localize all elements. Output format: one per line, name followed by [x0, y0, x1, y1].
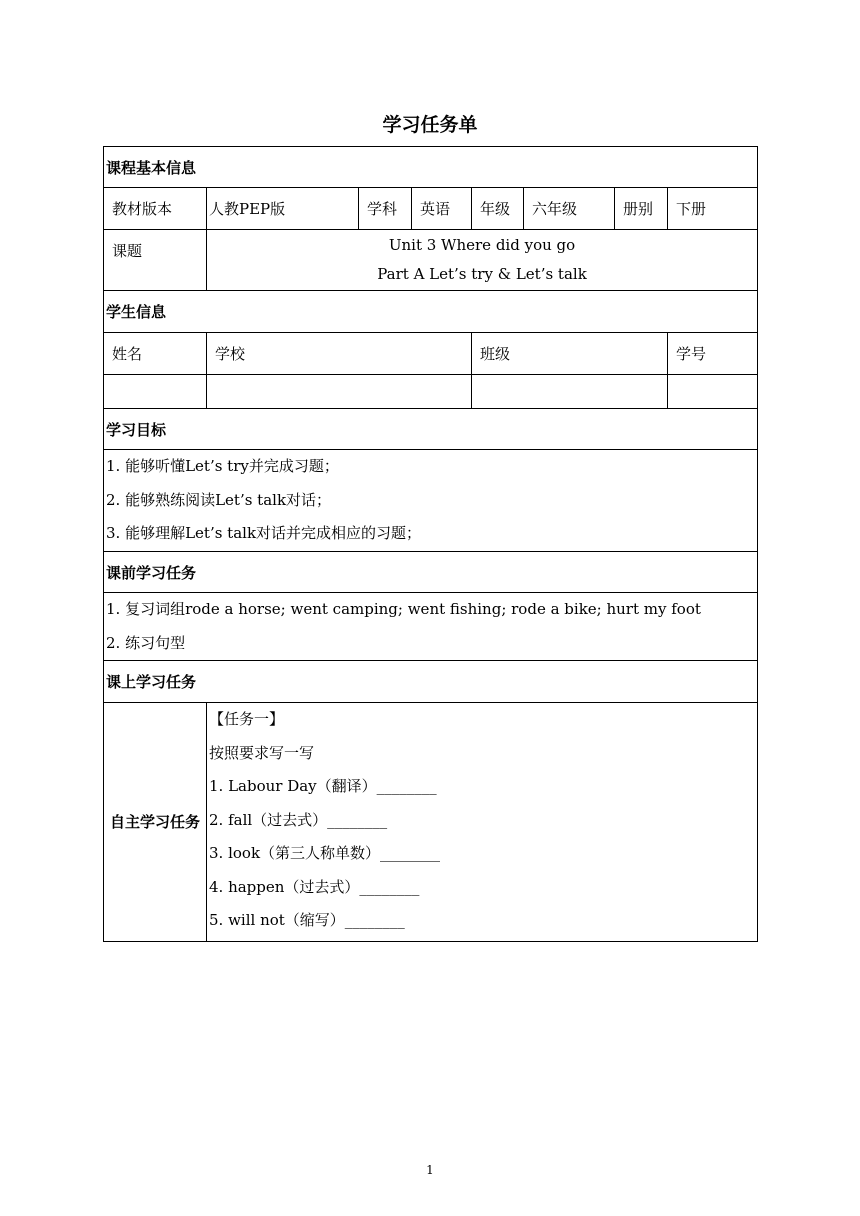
section-heading-goals: 学习目标 [104, 409, 758, 450]
student-header-row [104, 333, 758, 375]
task-item: 5. will not（缩写）________ [209, 911, 405, 929]
pre-item: 1. 复习词组rode a horse; went camping; went fishing; rode a bike; hurt my foot [106, 600, 701, 618]
task-heading: 【任务一】 [209, 710, 285, 728]
grade-value: 六年级 [524, 188, 615, 230]
volume-label: 册别 [615, 188, 668, 230]
section-row-goals [104, 409, 758, 450]
topic-line-1: Unit 3 Where did you go [388, 236, 576, 254]
goal-item: 1. 能够听懂Let’s try并完成习题； [106, 457, 339, 475]
textbook-value: 人教PEP版 [207, 188, 359, 230]
section-heading-in-class: 课上学习任务 [104, 661, 758, 703]
section-heading-student: 学生信息 [104, 291, 758, 333]
textbook-label: 教材版本 [104, 188, 207, 230]
section-row-in-class [104, 661, 758, 703]
topic-line-2: Part A Let’s try & Let’s talk [377, 265, 587, 283]
section-row-pre [104, 552, 758, 593]
task-instruction: 按照要求写一写 [209, 743, 315, 762]
volume-value: 下册 [668, 188, 758, 230]
class-blank [472, 375, 668, 409]
section-row-student [104, 291, 758, 333]
task-item: 1. Labour Day（翻译）________ [209, 777, 437, 795]
task-item: 3. look（第三人称单数）________ [209, 844, 441, 862]
goal-item: 2. 能够熟练阅读Let’s talk对话； [106, 490, 332, 509]
number-blank [668, 375, 758, 409]
goals-cell [104, 450, 758, 552]
task-sheet-table [103, 146, 758, 942]
grade-label: 年级 [472, 188, 524, 230]
task-item: 2. fall（过去式）________ [209, 810, 388, 829]
pre-cell [104, 593, 758, 661]
textbook-row [104, 188, 758, 230]
topic-label: 课题 [104, 230, 207, 291]
in-class-row [104, 703, 758, 942]
task-cell [207, 703, 758, 942]
page-number: 1 [426, 1163, 434, 1177]
name-label: 姓名 [104, 333, 207, 375]
subject-label: 学科 [359, 188, 412, 230]
task-item: 4. happen（过去式）________ [209, 877, 420, 896]
school-label: 学校 [207, 333, 472, 375]
self-study-label: 自主学习任务 [104, 703, 207, 942]
name-blank [104, 375, 207, 409]
topic-row [104, 230, 758, 291]
school-blank [207, 375, 472, 409]
number-label: 学号 [668, 333, 758, 375]
pre-item: 2. 练习句型 [106, 633, 186, 652]
page-title: 学习任务单 [382, 114, 478, 136]
section-heading-basic: 课程基本信息 [104, 147, 758, 188]
pre-row [104, 593, 758, 661]
student-blank-row [104, 375, 758, 409]
topic-cell [207, 230, 758, 291]
goal-item: 3. 能够理解Let’s talk对话并完成相应的习题； [106, 524, 422, 542]
section-heading-pre: 课前学习任务 [104, 552, 758, 593]
goals-row [104, 450, 758, 552]
section-row-basic [104, 147, 758, 188]
subject-value: 英语 [412, 188, 472, 230]
class-label: 班级 [472, 333, 668, 375]
